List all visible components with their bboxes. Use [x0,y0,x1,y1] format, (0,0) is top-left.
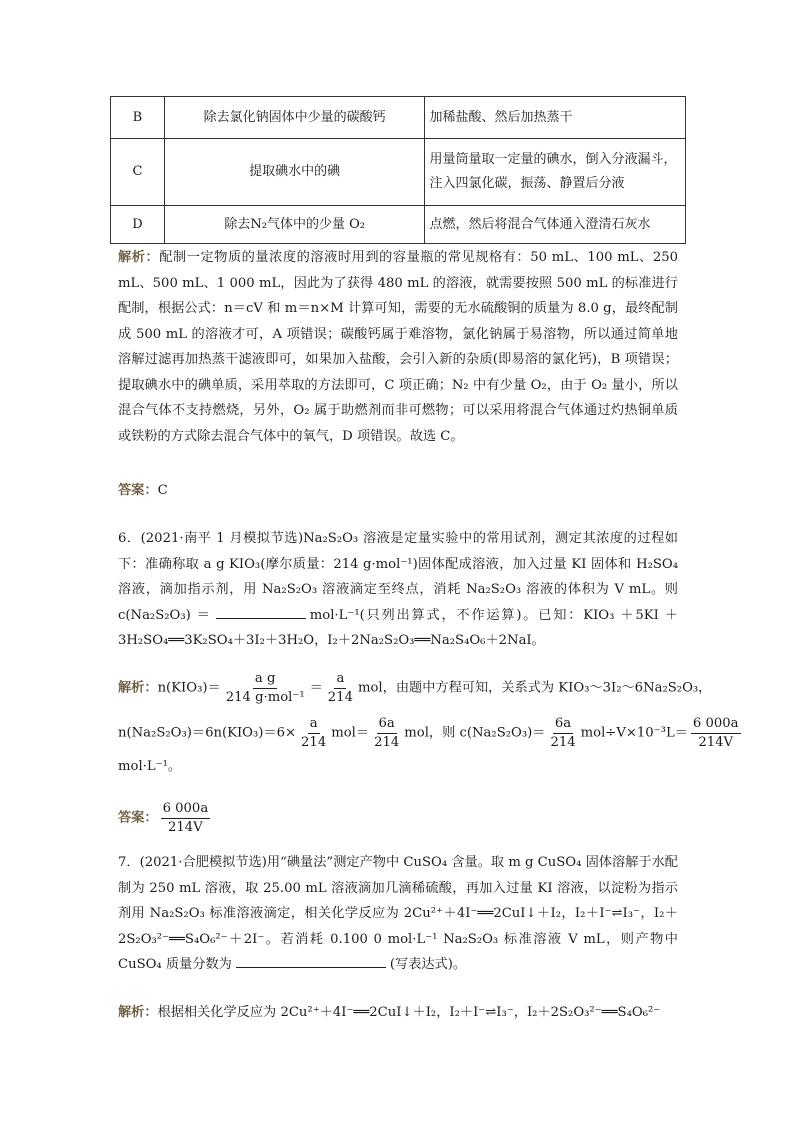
table-row [111,97,686,139]
experiment-purpose: 提取碘水中的碘 [164,139,425,206]
q6-analysis-line-3 [118,757,698,778]
q7-stem [118,850,678,978]
denominator: 214 [301,735,327,750]
formula-text: mol，由题中方程可知，关系式为 KIO₃～3I₂～6Na₂S₂O₃， [357,680,712,696]
q5-answer [118,478,678,504]
denominator: 214 g·mol⁻¹ [225,690,305,705]
question-text: mol·L⁻¹(只列出算式，不作运算)。已知：KIO₃ ＋5KI ＋ 3H₂SO₄══3K₂SO₄＋3I₂＋3H₂O，I₂＋2Na₂S₂O₃══Na₂S₄O₆＋2NaI。 [118,607,678,648]
options-table [110,96,686,244]
option-letter: D [111,206,165,244]
q6-stem [118,526,678,654]
analysis-label: 解析： [118,1005,158,1020]
question-text: (写表达式)。 [389,957,467,972]
numerator: 6 000a [691,715,741,734]
experiment-method: 加稀盐酸、然后加热蒸干 [425,97,686,139]
answer-text: C [157,483,168,498]
answer-blank[interactable] [216,604,306,619]
fraction [691,715,741,752]
q6-answer [118,800,698,837]
numerator: a [334,670,346,689]
q6-analysis-line-1 [118,670,712,707]
q5-analysis [118,245,678,449]
formula-text: ＝ [309,680,323,696]
experiment-purpose: 除去N₂气体中的少量 O₂ [164,206,425,244]
question-text: 7．(2021·合肥模拟节选)用“碘量法”测定产物中 CuSO₄ 含量。取 m g CuSO₄ 固体溶解于水配制为 250 mL 溶液，取 25.00 mL 溶液滴加几滴稀硫酸，再加入过量 KI 溶液，以淀粉为指示剂用 Na₂S₂O₃ 标准溶液滴定，相关化学反应为 2Cu²⁺＋4I⁻══2CuI↓＋I₂，I₂＋I⁻⇌I₃⁻，I₂＋2S₂O₃²⁻══S₄O₆²⁻＋2I⁻。若消耗 0.100 0 mol·L⁻¹ Na₂S₂O₃ 标准溶液 V mL，则产物中 CuSO₄ 质量分数为 [118,855,678,972]
answer-label: 答案： [118,810,158,826]
analysis-text: 根据相关化学反应为 2Cu²⁺＋4I⁻══2CuI↓＋I₂，I₂＋I⁻⇌I₃⁻，I₂＋2S₂O₃²⁻══S₄O₆²⁻ [157,1005,661,1020]
denominator: 214 [327,690,353,705]
experiment-method: 用量筒量取一定量的碘水，倒入分液漏斗，注入四氯化碳，振荡、静置后分液 [425,139,686,206]
fraction [372,715,401,752]
analysis-label: 解析： [118,250,160,265]
fraction [299,715,328,752]
experiment-purpose: 除去氯化钠固体中少量的碳酸钙 [164,97,425,139]
fraction [326,670,355,707]
numerator: 6a [553,715,573,734]
denominator: 214 [374,735,400,750]
table-row [111,206,686,244]
formula-text: mol，则 c(Na₂S₂O₃)＝ [404,725,546,741]
q6-analysis-line-2 [118,715,739,752]
q7-analysis [118,1000,678,1026]
denominator: 214 [550,735,576,750]
experiment-method: 点燃，然后将混合气体通入澄清石灰水 [425,206,686,244]
formula-text: n(Na₂S₂O₃)＝6n(KIO₃)＝6× [118,725,297,741]
table-row [111,139,686,206]
denominator: 214V [168,820,203,835]
numerator: 6a [377,715,397,734]
question-text: 6．(2021·南平 1 月模拟节选)Na₂S₂O₃ 溶液是定量实验中的常用试剂，测定其浓度的过程如下：准确称取 a g KIO₃(摩尔质量：214 g·mol⁻¹)固体配成溶液，加入过量 KI 固体和 H₂SO₄ 溶液，滴加指示剂，用 Na₂S₂O₃ 溶液滴定至终点，消耗 Na₂S₂O₃ 溶液的体积为 V mL。则 c(Na₂S₂O₃) ＝ [118,531,678,623]
fraction [224,670,307,707]
numerator: 6 000a [161,800,211,819]
numerator: a g [253,670,278,689]
analysis-text: 配制一定物质的量浓度的溶液时用到的容量瓶的常见规格有：50 mL、100 mL、250 mL、500 mL、1 000 mL，因此为了获得 480 mL 的溶液，就需要按照 500 mL 的标准进行配制，根据公式：n＝cV 和 m＝n×M 计算可知，需要的无水硫酸铜的质量为 8.0 g，最终配制成 500 mL 的溶液才可，A 项错误；碳酸钙属于难溶物，氯化钠属于易溶物，所以通过简单地溶解过滤再加热蒸干滤液即可，如果加入盐酸，会引入新的杂质(即易溶的氯化钙)，B 项错误；提取碘水中的碘单质，采用萃取的方法即可，C 项正确；N₂ 中有少量 O₂，由于 O₂ 量小，所以混合气体不支持燃烧，另外，O₂ 属于助燃剂而非可燃物；可以采用将混合气体通过灼热铜单质或铁粉的方式除去混合气体中的氧气，D 项错误。故选 C。 [118,250,679,444]
formula-text: mol÷V×10⁻³L＝ [580,725,688,741]
fraction [548,715,577,752]
formula-text: mol＝ [331,725,370,741]
option-letter: B [111,97,165,139]
analysis-label: 解析： [118,680,158,696]
formula-text: mol·L⁻¹。 [118,759,182,774]
fraction [161,800,211,837]
denominator: 214V [698,735,734,750]
numerator: a [308,715,320,734]
option-letter: C [111,139,165,206]
answer-blank[interactable] [236,953,386,968]
answer-label: 答案： [118,483,158,498]
formula-text: n(KIO₃)＝ [157,680,221,696]
